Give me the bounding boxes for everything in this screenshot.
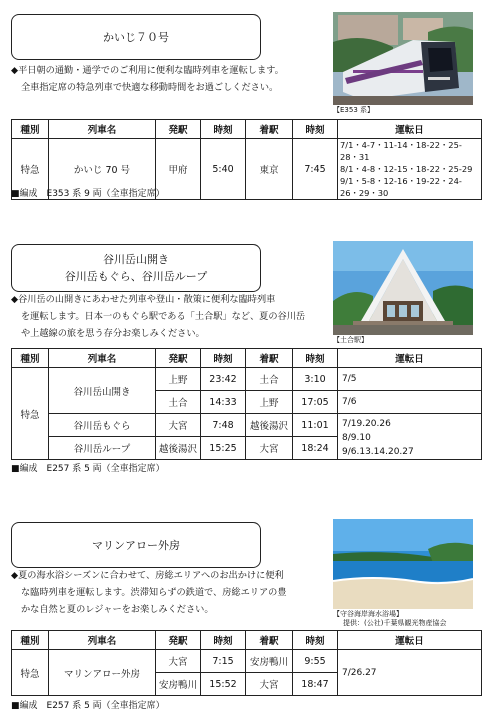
header-departure-station: 発駅 bbox=[156, 349, 201, 368]
cell-to: 安房鴨川 bbox=[246, 650, 293, 673]
table-header-row bbox=[12, 631, 482, 650]
cell-to: 越後湯沢 bbox=[246, 414, 293, 437]
cell-from: 大宮 bbox=[156, 414, 201, 437]
header-departure-station: 発駅 bbox=[156, 120, 201, 139]
header-train-name: 列車名 bbox=[49, 631, 156, 650]
section2-title-line1: 谷川岳山開き bbox=[103, 253, 169, 266]
section2-photo-caption: 【土合駅】 bbox=[333, 336, 368, 344]
cell-days: 7/26.27 bbox=[338, 650, 482, 696]
days-line: 7/19.20.26 bbox=[342, 419, 391, 429]
section3-title: マリンアロー外房 bbox=[92, 538, 180, 552]
cell-dep: 5:40 bbox=[201, 139, 246, 200]
cell-from: 上野 bbox=[156, 368, 201, 391]
cell-days: 7/5 bbox=[338, 368, 482, 391]
desc-line: ◆平日朝の通勤・通学でのご利用に便利な臨時列車を運転します。 bbox=[11, 65, 284, 76]
header-departure-time: 時刻 bbox=[201, 349, 246, 368]
header-departure-time: 時刻 bbox=[201, 120, 246, 139]
cell-dep: 15:52 bbox=[201, 673, 246, 696]
desc-line: ◆谷川岳の山開きにあわせた列車や登山・散策に便利な臨時列車 bbox=[11, 294, 276, 305]
section1-photo-caption: 【E353 系】 bbox=[333, 106, 375, 114]
cell-days: 7/6 bbox=[338, 391, 482, 414]
section3-photo-caption: 【守谷海岸海水浴場】 bbox=[333, 610, 403, 618]
cell-to: 大宮 bbox=[246, 437, 293, 460]
header-type: 種別 bbox=[12, 631, 49, 650]
section2-description bbox=[11, 291, 331, 342]
header-arrival-station: 着駅 bbox=[246, 349, 293, 368]
cell-to: 大宮 bbox=[246, 673, 293, 696]
cell-train-name: マリンアロー外房 bbox=[49, 650, 156, 696]
header-arrival-time: 時刻 bbox=[293, 120, 338, 139]
cell-arr: 9:55 bbox=[293, 650, 338, 673]
doai-station-photo bbox=[333, 241, 473, 335]
days-line: 9/6.13.14.20.27 bbox=[342, 447, 414, 457]
section2-timetable bbox=[11, 348, 482, 460]
table-header-row bbox=[12, 120, 482, 139]
cell-days bbox=[338, 414, 482, 460]
table-header-row bbox=[12, 349, 482, 368]
header-operating-days: 運転日 bbox=[338, 120, 482, 139]
days-line: 7/1・4-7・11-14・18-22・25-28・31 bbox=[340, 140, 462, 162]
section2-title-line2: 谷川岳もぐら、谷川岳ループ bbox=[64, 270, 208, 283]
header-type: 種別 bbox=[12, 120, 49, 139]
cell-arr: 18:47 bbox=[293, 673, 338, 696]
cell-type: 特急 bbox=[12, 139, 49, 200]
cell-from: 安房鴨川 bbox=[156, 673, 201, 696]
table-row bbox=[12, 368, 482, 391]
cell-days bbox=[338, 139, 482, 200]
cell-to: 東京 bbox=[246, 139, 293, 200]
cell-arr: 17:05 bbox=[293, 391, 338, 414]
days-line: 8/1・4-8・12-15・18-22・25-29 bbox=[340, 164, 473, 174]
section3-title-box bbox=[11, 522, 261, 568]
section1-title-box bbox=[11, 14, 261, 60]
section3-formation-note: ■編成 E257 系 5 両（全車指定席） bbox=[11, 701, 165, 711]
header-operating-days: 運転日 bbox=[338, 631, 482, 650]
section2-title-box bbox=[11, 244, 261, 292]
cell-dep: 14:33 bbox=[201, 391, 246, 414]
e353-train-photo bbox=[333, 12, 473, 105]
cell-type: 特急 bbox=[12, 650, 49, 696]
section3-photo-credit: 提供：(公社)千葉県観光物産協会 bbox=[343, 619, 447, 627]
header-operating-days: 運転日 bbox=[338, 349, 482, 368]
cell-train-name: 谷川岳山開き bbox=[49, 368, 156, 414]
desc-line: や上越線の旅を思う存分お楽しみください。 bbox=[21, 328, 205, 339]
header-train-name: 列車名 bbox=[49, 349, 156, 368]
cell-arr: 11:01 bbox=[293, 414, 338, 437]
cell-arr: 3:10 bbox=[293, 368, 338, 391]
section1-title: かいじ７０号 bbox=[103, 30, 169, 44]
cell-to: 土合 bbox=[246, 368, 293, 391]
section2-formation-note: ■編成 E257 系 5 両（全車指定席） bbox=[11, 464, 165, 474]
cell-from: 甲府 bbox=[156, 139, 201, 200]
cell-to: 上野 bbox=[246, 391, 293, 414]
desc-line: 全車指定席の特急列車で快適な移動時間をお過ごしください。 bbox=[21, 82, 279, 93]
header-departure-station: 発駅 bbox=[156, 631, 201, 650]
cell-from: 大宮 bbox=[156, 650, 201, 673]
section1-formation-note: ■編成 E353 系 9 両（全車指定席） bbox=[11, 189, 165, 199]
cell-arr: 7:45 bbox=[293, 139, 338, 200]
cell-train-name: 谷川岳ループ bbox=[49, 437, 156, 460]
cell-type: 特急 bbox=[12, 368, 49, 460]
header-arrival-time: 時刻 bbox=[293, 631, 338, 650]
moriya-beach-photo bbox=[333, 519, 473, 609]
cell-dep: 15:25 bbox=[201, 437, 246, 460]
header-arrival-time: 時刻 bbox=[293, 349, 338, 368]
table-row bbox=[12, 414, 482, 437]
header-arrival-station: 着駅 bbox=[246, 631, 293, 650]
header-arrival-station: 着駅 bbox=[246, 120, 293, 139]
header-train-name: 列車名 bbox=[49, 120, 156, 139]
header-type: 種別 bbox=[12, 349, 49, 368]
section1-description bbox=[11, 62, 331, 96]
cell-dep: 7:48 bbox=[201, 414, 246, 437]
desc-line: な臨時列車を運転します。渋滞知らずの鉄道で、房総エリアの豊 bbox=[21, 587, 287, 598]
days-line: 8/9.10 bbox=[342, 433, 371, 443]
desc-line: ◆夏の海水浴シーズンに合わせて、房総エリアへのお出かけに便利 bbox=[11, 570, 284, 581]
desc-line: を運転します。日本一のもぐら駅である「土合駅」など、夏の谷川岳 bbox=[21, 311, 306, 322]
cell-train-name: 谷川岳もぐら bbox=[49, 414, 156, 437]
section3-description bbox=[11, 567, 331, 618]
cell-from: 越後湯沢 bbox=[156, 437, 201, 460]
header-departure-time: 時刻 bbox=[201, 631, 246, 650]
cell-arr: 18:24 bbox=[293, 437, 338, 460]
table-row bbox=[12, 650, 482, 673]
cell-train-name: かいじ 70 号 bbox=[49, 139, 156, 200]
cell-dep: 23:42 bbox=[201, 368, 246, 391]
days-line: 9/1・5-8・12-16・19-22・24-26・29・30 bbox=[340, 176, 462, 198]
cell-dep: 7:15 bbox=[201, 650, 246, 673]
section3-timetable bbox=[11, 630, 482, 696]
desc-line: かな自然と夏のレジャーをお楽しみください。 bbox=[21, 604, 214, 615]
cell-from: 土合 bbox=[156, 391, 201, 414]
